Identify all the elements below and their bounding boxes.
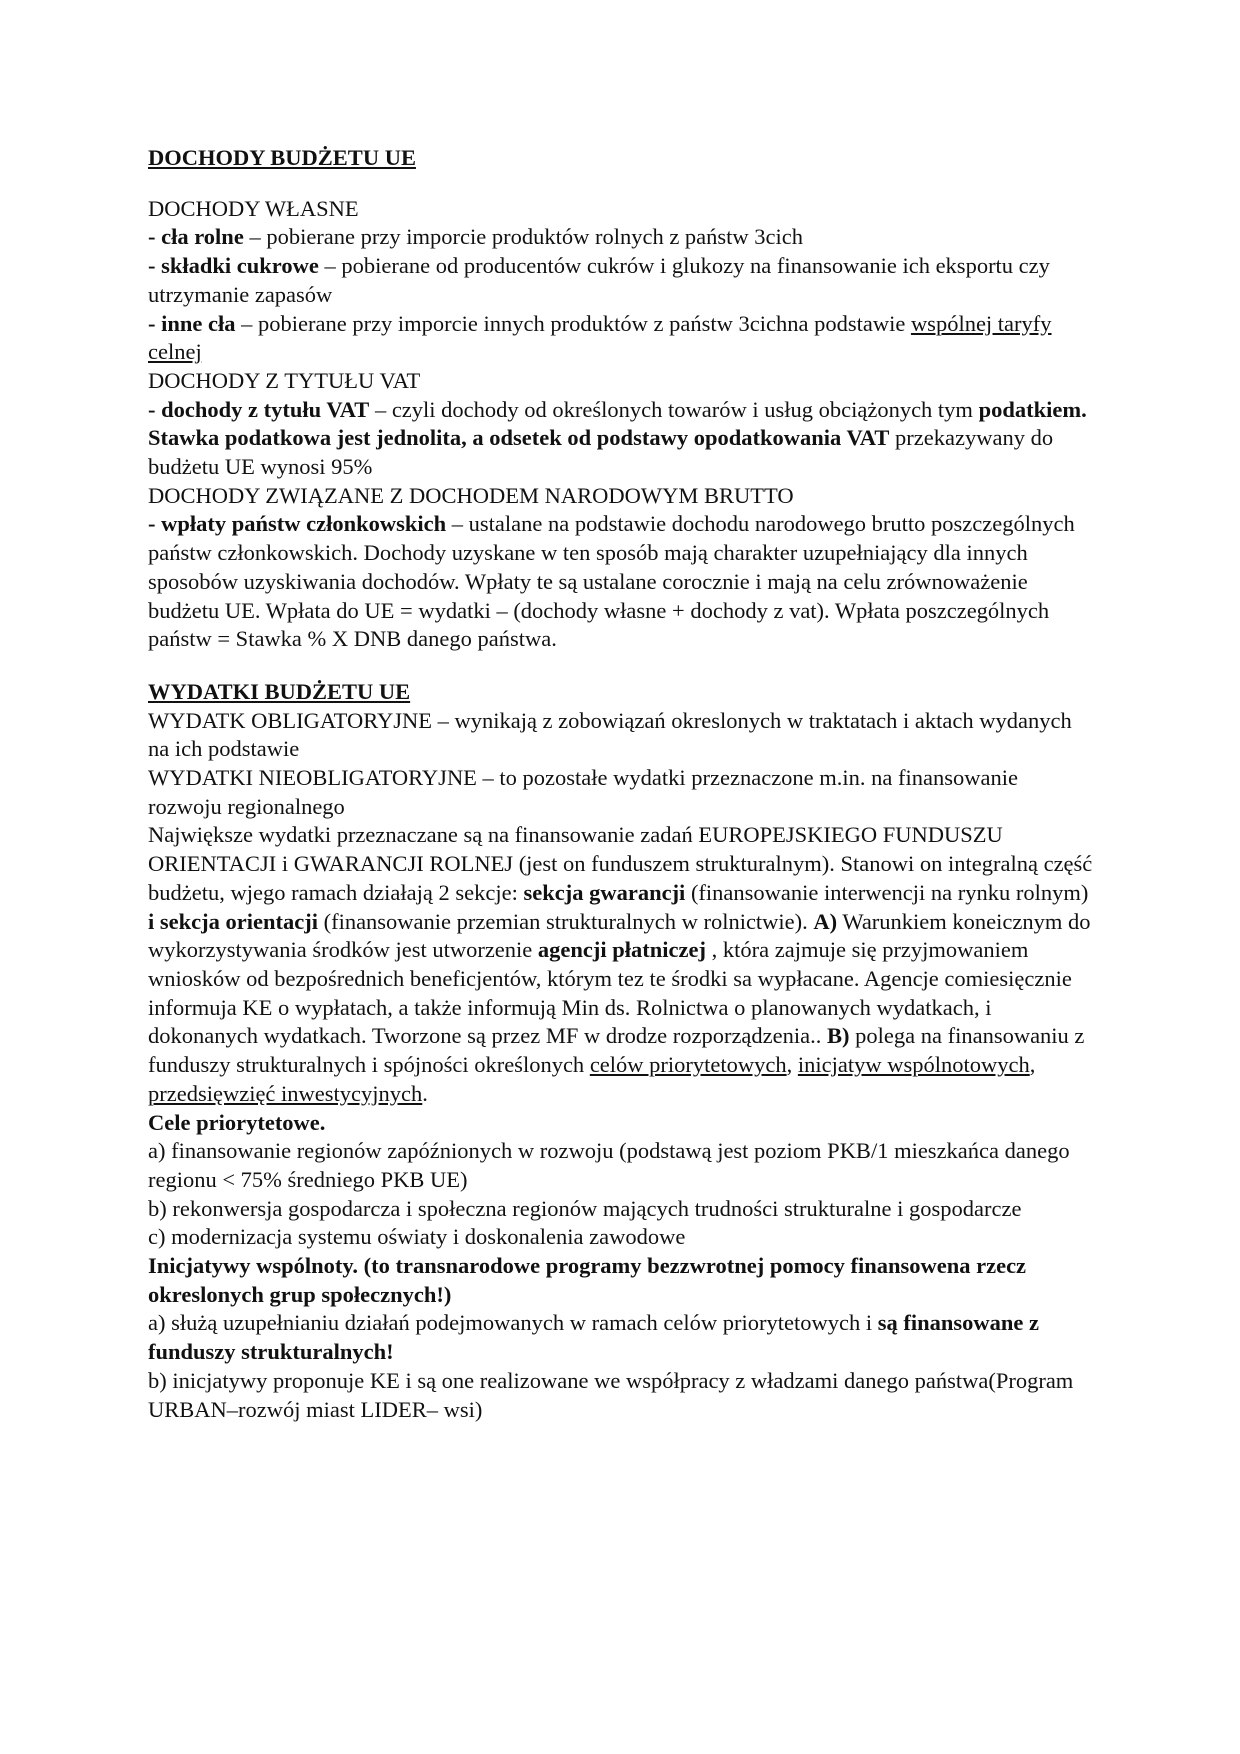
para-bold: agencji płatniczej xyxy=(537,937,706,963)
gni-header: DOCHODY ZWIĄZANE Z DOCHODEM NARODOWYM BRUTTO xyxy=(148,482,794,508)
item-text: – pobierane od producentów cukrów i glukozy na finansowanie ich eksportu czy utrzymanie zapasów xyxy=(148,253,1050,307)
para-text: (finansowanie interwencji na rynku rolnym) xyxy=(685,879,1089,905)
income-title: DOCHODY BUDŻETU UE xyxy=(148,145,416,170)
income-item-agri-duties xyxy=(148,223,1096,252)
non-obligatory-expenses: WYDATKI NIEOBLIGATORYJNE – to pozostałe wydatki przeznaczone m.in. na finansowanie rozwoju regionalnego xyxy=(148,765,1018,819)
para-text: Warunkiem koneicznym do wykorzystywania środków jest utworzenie xyxy=(148,908,1091,963)
para-bold: A) xyxy=(813,908,838,934)
income-item-vat xyxy=(148,396,1096,482)
item-term: - wpłaty państw członkowskich xyxy=(148,511,447,537)
item-text: – ustalane na podstawie dochodu narodowego brutto poszczególnych państw członkowskich. Dochody uzyskane w ten sposób mają charakter uzupełniający dla innych sposobów uzyskiwania dochodów. Wpłaty te są ustalane corocznie i mają na celu zrównoważenie budżetu UE. Wpłata do UE = wydatki – (dochody własne + dochody z vat). Wpłata poszczególnych państw = Stawka % X DNB danego państwa. xyxy=(148,511,1075,652)
item-text: przekazywany do budżetu UE wynosi 95% xyxy=(148,425,1054,480)
priorities-header: Cele priorytetowe. xyxy=(148,1109,326,1135)
community-initiatives-link[interactable]: inicjatyw wspólnotowych xyxy=(797,1052,1030,1078)
initiatives-header: Inicjatywy wspólnoty. (to transnarodowe programy bezzwrotnej pomocy finansowena rzecz okreslonych grup społecznych!) xyxy=(148,1253,1027,1307)
income-item-other-duties xyxy=(148,310,1096,367)
priority-item: c) modernizacja systemu oświaty i doskonalenia zawodowe xyxy=(148,1224,686,1250)
item-term: - dochody z tytułu VAT xyxy=(148,396,370,422)
para-text: (finansowanie przemian strukturalnych w rolnictwie). xyxy=(317,908,814,934)
vat-header: DOCHODY Z TYTUŁU VAT xyxy=(148,367,421,393)
priority-item: b) rekonwersja gospodarcza i społeczna regionów mających trudności strukturalne i gospodarcze xyxy=(148,1195,1022,1221)
item-term: - cła rolne xyxy=(148,224,244,250)
expenses-title: WYDATKI BUDŻETU UE xyxy=(148,678,411,704)
document-body xyxy=(148,144,1096,1424)
para-text: Największe wydatki przeznaczane są na finansowanie zadań EUROPEJSKIEGO FUNDUSZU ORIENTACJI i GWARANCJI ROLNEJ (jest on funduszem strukturalnym). Stanowi on integralną część budżetu, wjego ramach działają 2 sekcje: xyxy=(148,822,1093,905)
para-bold: i sekcja orientacji xyxy=(148,908,318,934)
para-bold: sekcja gwarancji xyxy=(523,879,686,905)
obligatory-expenses: WYDATK OBLIGATORYJNE – wynikają z zobowiązań okreslonych w traktatach i aktach wydanych na ich podstawie xyxy=(148,707,1072,762)
item-term: - składki cukrowe xyxy=(148,253,319,279)
para-text: . xyxy=(422,1080,428,1106)
item-text: – pobierane przy imporcie produktów rolnych z państw 3cich xyxy=(243,224,804,250)
para-bold: B) xyxy=(827,1023,850,1049)
initiative-item-b: b) inicjatywy proponuje KE i są one realizowane we współpracy z władzami danego państwa(Program URBAN–rozwój miast LIDER– wsi) xyxy=(148,1367,1074,1422)
priority-goals-link[interactable]: celów priorytetowych xyxy=(589,1052,787,1078)
item-term: - inne cła xyxy=(148,310,236,336)
tariff-link[interactable]: wspólnej taryfy celnej xyxy=(148,310,1052,365)
para-text: , xyxy=(1029,1052,1036,1078)
investment-projects-link[interactable]: przedsięwzięć inwestycyjnych xyxy=(148,1080,423,1106)
item-bold-text: podatkiem. Stawka podatkowa jest jednolita, a odsetek od podstawy opodatkowania VAT xyxy=(148,396,1087,451)
para-text: , która zajmuje się przyjmowaniem wniosków od bezpośrednich beneficjentów, którym tez te środki sa wypłacane. Agencje comiesięcznie informuja KE o wypłatach, a także informują Min ds. Rolnictwa o planowanych wydatkach, i dokonanych wydatkach. Tworzone są przez MF w drodze rozporządzenia.. xyxy=(148,937,1072,1049)
initiative-item-a xyxy=(148,1309,1096,1366)
item-text: – czyli dochody od określonych towarów i usług obciążonych tym xyxy=(369,396,979,422)
item-text: – pobierane przy imporcie innych produktów z państw 3cichna podstawie xyxy=(235,310,911,336)
income-item-sugar-levies xyxy=(148,252,1096,309)
eaggf-paragraph xyxy=(148,821,1096,1108)
item-bold-text: są finansowane z funduszy strukturalnych! xyxy=(148,1310,1040,1365)
para-text: , xyxy=(786,1052,798,1078)
para-text: polega na finansowaniu z funduszy strukturalnych i spójności określonych xyxy=(148,1023,1085,1078)
own-income-header: DOCHODY WŁASNE xyxy=(148,195,359,221)
income-item-member-payments xyxy=(148,510,1096,654)
item-text: a) służą uzupełnianiu działań podejmowanych w ramach celów priorytetowych i xyxy=(148,1310,878,1336)
priority-item: a) finansowanie regionów zapóźnionych w rozwoju (podstawą jest poziom PKB/1 mieszkańca danego regionu < 75% średniego PKB UE) xyxy=(148,1138,1070,1192)
